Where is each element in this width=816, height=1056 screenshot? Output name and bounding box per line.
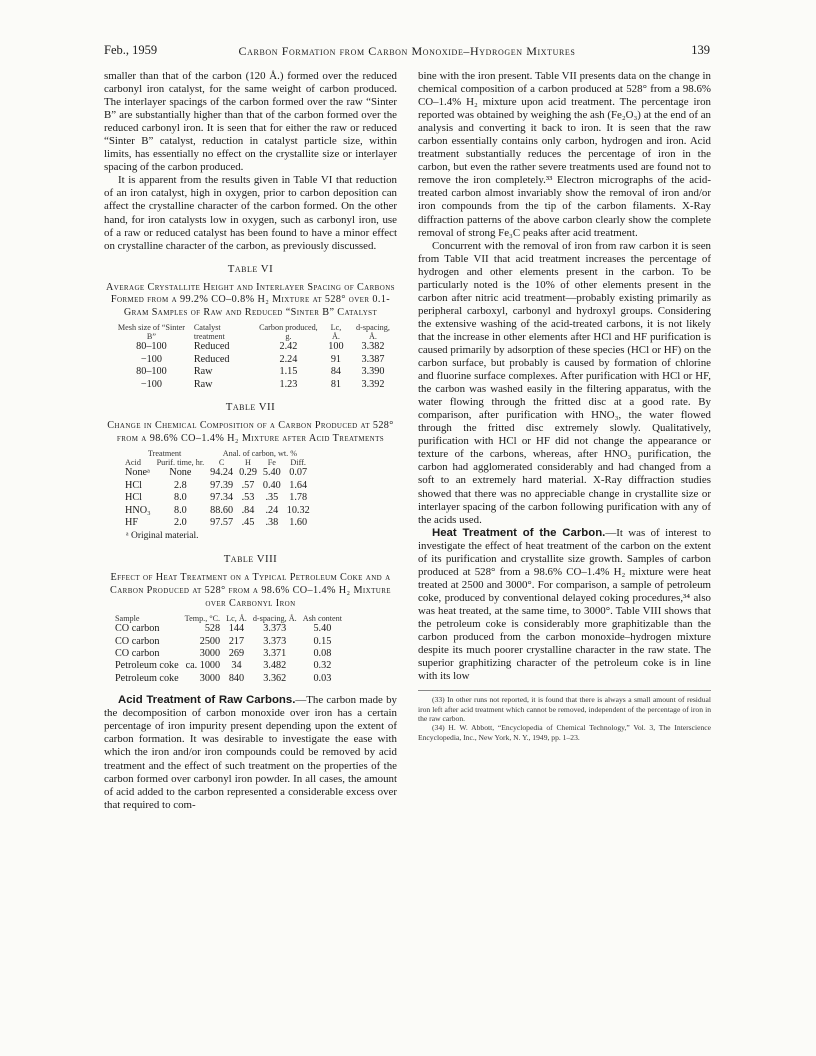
t7-cell: 1.60 (289, 516, 308, 528)
t8-header-1: Temp., °C. (184, 614, 221, 624)
right-paragraph-2: Concurrent with the removal of iron from raw carbon it is seen from Table VII that acid treatment increases the percentage of hydrogen and other elements present in the carbon. To be particularly noted is the 10% of other elements present in the carbon after nitric acid treatment—probably existing primarily as peripheral carboxyl, carbonyl and hydroxyl groups. Considering the extensive washing of the acid-treated carbons, it is not likely that the increase in other elements after HCl and HF purification is caused primarily by adsorption of these species (HCl or HF) on the carbon surface, but probably is caused by formation of chlorine and fluorine surface complexes. After purification with HCl or HF, the carbon was washed easily in the filtering apparatus, with the water flowing through the fritted disc at a good rate. By comparison, after purification with HNO₃, the water flowed through the fritted disc extremely slowly. Qualitatively, purification with HCl or HF did not change the appearance or texture of the carbons, whereas, after HNO₃ purification, the carbon had agglomerated considerably and had changed from a soft to an extremely hard material. X-Ray diffraction studies showed that there was no appreciable change in crystallite size or interlayer spacing of the carbon following purification with any of the acids used. (418, 239, 711, 526)
table-6-grid (112, 323, 397, 391)
table-7 (104, 401, 397, 543)
t8-cell: 217 (228, 635, 245, 647)
t6-cell: 80–100 (136, 366, 167, 378)
t8-cell: 5.40 (313, 623, 332, 635)
t6-header-1: Catalyst treatment (193, 323, 225, 342)
table-7-group-treatment: Treatment (147, 449, 182, 459)
t8-cell: 34 (231, 660, 242, 672)
t7-cell: 5.40 (262, 467, 281, 479)
t8-row (112, 648, 345, 660)
t8-cell: CO carbon (115, 623, 160, 635)
page-number: 139 (691, 43, 710, 57)
table-7-group-analysis: Anal. of carbon, wt. % (222, 449, 298, 459)
t7-cell: None (169, 467, 192, 479)
t8-cell: 0.08 (313, 648, 332, 660)
t8-cell: 0.03 (313, 672, 332, 684)
t6-cell: 2.42 (279, 341, 298, 353)
t8-header-0: Sample (115, 614, 140, 624)
acid-treatment-heading: Acid Treatment of Raw Carbons. (118, 694, 296, 707)
footnote-33: (33) In other runs not reported, it is found that there is always a small amount of residual iron left after acid treatment which cannot be removed, independent of the percentage of iron in the raw carbon. (418, 695, 711, 724)
t7-cell: 94.24 (210, 467, 234, 479)
t7-header-5: Diff. (290, 458, 306, 468)
t8-header-3: d-spacing, Å. (252, 614, 297, 624)
t8-cell: 3.371 (263, 648, 287, 660)
t7-header-3: H (245, 458, 251, 468)
t6-header-3: Lc, Å. (330, 323, 342, 342)
t8-cell: CO carbon (115, 635, 160, 647)
table-8-grid (112, 614, 345, 685)
t7-cell: 1.64 (289, 479, 308, 491)
t8-cell: 528 (204, 623, 221, 635)
t8-cell: 3000 (199, 648, 221, 660)
t6-cell: Raw (193, 366, 213, 378)
right-column (418, 70, 711, 742)
t6-row (112, 354, 397, 366)
t8-cell: 0.32 (313, 660, 332, 672)
t7-cell: 0.40 (262, 479, 281, 491)
t7-cell: .45 (241, 516, 255, 528)
acid-treatment-paragraph (104, 694, 397, 811)
t6-row (112, 379, 397, 391)
t7-cell: 10.32 (286, 504, 310, 516)
t8-cell: 840 (228, 672, 245, 684)
heat-treatment-heading: Heat Treatment of the Carbon. (432, 526, 606, 539)
left-column (104, 70, 397, 812)
t7-cell: 97.57 (210, 516, 234, 528)
t6-row (112, 366, 397, 378)
t8-cell: ca. 1000 (185, 660, 221, 672)
t7-cell: .57 (241, 479, 255, 491)
footnote-34: (34) H. W. Abbott, “Encyclopedia of Chemical Technology,” Vol. 3, The Interscience Encyclopedia, Inc., New York, N. Y., 1949, pp. 1–23. (418, 723, 711, 742)
left-paragraph-1: smaller than that of the carbon (120 Å.) formed over the reduced carbonyl iron catalyst, for the same weight of carbon produced. The interlayer spacings of the carbon formed over the raw “Sinter B” are substantially higher than that of the carbon formed over the reduced carbonyl iron. It is seen that for either the raw or reduced “Sinter B” catalyst, reduction in catalyst particle size, within limits, has essentially no effect on the crystallite size or interlayer spacing of the carbon produced. (104, 70, 397, 174)
table-6 (104, 263, 397, 391)
t6-cell: Reduced (193, 341, 230, 353)
t7-cell: 2.8 (174, 479, 187, 491)
t7-cell: .24 (265, 504, 279, 516)
t7-cell: HCl (125, 479, 142, 491)
t8-cell: 269 (228, 648, 245, 660)
t7-cell: HCl (125, 492, 142, 504)
t8-cell: 3.362 (263, 672, 287, 684)
t7-cell: .84 (241, 504, 255, 516)
t7-cell: 97.39 (210, 479, 234, 491)
left-paragraph-2: It is apparent from the results given in Table VI that reduction of an iron catalyst, high in oxygen, prior to carbon deposition can affect the crystalline character of the carbon formed. On the other hand, for iron catalysts low in oxygen, such as carbonyl iron, use of a raw or reduced catalyst has been found to have a minor effect on crystalline character of the carbon, as previously discussed. (104, 174, 397, 252)
t7-row (122, 492, 313, 504)
footnotes (418, 690, 711, 742)
t6-cell: 80–100 (136, 341, 167, 353)
heat-treatment-text: —It was of interest to investigate the effect of heat treatment of the carbon on the extent of its purification and crystallite size growth. Samples of carbon produced at 528° from a 98.6% CO–1.4% H₂ mixture were heat treated at 2500 and 3000°. For comparison, a sample of petroleum coke, produced by conventional delayed coking procedures,³⁴ also was heat treated, at the same time, to 3000°. Table VIII shows that the petroleum coke is considerably more graphitizable than the carbon produced from the carbon monoxide–hydrogen mixture despite its much poorer crystalline character in the raw state. The superior graphitizing character of the petroleum coke is in line with its low (418, 526, 711, 683)
t8-cell: 0.15 (313, 635, 332, 647)
t8-header-2: Lc, Å. (226, 614, 247, 624)
t6-header-2: Carbon produced, g. (259, 323, 318, 342)
t8-cell: Petroleum coke (115, 660, 179, 672)
right-paragraph-1: bine with the iron present. Table VII presents data on the change in chemical composition of a carbon produced at 528° from a 98.6% CO–1.4% H₂ mixture upon acid treatment. The percentage iron reported was obtained by weighing the ash (Fe₂O₃) at the end of an analysis and converting it back to iron. It is seen that the raw carbon essentially contains only carbon, hydrogen and iron. Acid treatment substantially reduces the percentage of iron in the carbon, but even the rather severe treatments used are found not to remove the iron completely.³³ Electron micrographs of the acid-treated carbon almost invariably show the removal of iron and/or iron compounds from the tip of the carbon filaments. X-Ray diffraction patterns of the above carbon clearly show the complete removal of strong Fe₃C peaks after acid treatment. (418, 70, 711, 239)
t7-header-0: Acid (125, 458, 141, 468)
t7-cell: 88.60 (210, 504, 234, 516)
t8-cell: 3.373 (263, 623, 287, 635)
table-6-caption: Average Crystallite Height and Interlayer Spacing of Carbons Formed from a 99.2% CO–0.8% H₂ Mixture at 528° over 0.1-Gram Samples of Raw and Reduced “Sinter B” Catalyst (106, 281, 395, 318)
running-title: Carbon Formation from Carbon Monoxide–Hydrogen Mixtures (238, 44, 576, 58)
table-7-footnote: ᵃ Original material. (126, 531, 199, 542)
t6-header-4: d-spacing, Å. (356, 323, 390, 342)
t6-cell: 2.24 (279, 353, 298, 365)
t6-cell: −100 (140, 353, 162, 365)
table-7-title: Table VII (225, 401, 276, 414)
t7-cell: HF (125, 516, 139, 528)
t6-cell: Raw (193, 378, 213, 390)
t7-cell: 8.0 (174, 492, 187, 504)
t7-header-1: Purif. time, hr. (156, 458, 205, 468)
t7-row (122, 505, 313, 517)
table-7-grid (122, 449, 313, 529)
table-8-title: Table VIII (223, 553, 278, 566)
t6-cell: 91 (330, 353, 342, 365)
t7-cell: 97.34 (210, 492, 234, 504)
table-8-caption: Effect of Heat Treatment on a Typical Petroleum Coke and a Carbon Produced at 528° from a 98.6% CO–1.4% H₂ Mixture over Carbonyl Iron (110, 572, 391, 609)
t8-header-4: Ash content (302, 614, 343, 624)
t7-cell: .35 (265, 492, 279, 504)
t7-cell: 0.07 (289, 467, 308, 479)
t6-cell: −100 (140, 378, 162, 390)
t7-cell: .53 (241, 492, 255, 504)
t8-cell: CO carbon (115, 648, 160, 660)
t6-cell: 3.392 (361, 378, 385, 390)
t8-row (112, 636, 345, 648)
t7-header-2: C (218, 458, 225, 468)
table-8 (104, 553, 397, 685)
issue-date: Feb., 1959 (104, 43, 158, 57)
t7-cell: HNO₃ (125, 504, 151, 516)
t6-cell: 100 (328, 341, 344, 353)
table-7-caption: Change in Chemical Composition of a Carbon Produced at 528° from a 98.6% CO–1.4% H₂ Mixture after Acid Treatments (107, 420, 394, 444)
t8-row (112, 660, 345, 672)
t6-cell: 81 (330, 378, 342, 390)
t7-cell: .38 (265, 516, 279, 528)
t6-cell: 3.390 (361, 366, 385, 378)
t8-cell: Petroleum coke (115, 672, 179, 684)
t7-cell: 1.78 (289, 492, 308, 504)
t6-cell: 84 (330, 366, 342, 378)
t7-row (122, 517, 313, 529)
t8-row (112, 623, 345, 635)
t7-cell: 0.29 (239, 467, 257, 479)
heat-treatment-paragraph (418, 527, 711, 684)
t8-cell: 3.482 (263, 660, 287, 672)
t7-cell: Noneᵃ (125, 467, 150, 479)
t7-cell: 2.0 (174, 516, 187, 528)
t6-header-0: Mesh size of “Sinter B” (117, 323, 185, 342)
t8-cell: 3.373 (263, 635, 287, 647)
t6-cell: 3.382 (361, 341, 385, 353)
t8-cell: 3000 (199, 672, 221, 684)
page-header (104, 43, 710, 61)
t8-cell: 2500 (199, 635, 221, 647)
table-6-title: Table VI (227, 262, 274, 275)
t7-header-4: Fe (267, 458, 276, 468)
t6-row (112, 341, 397, 353)
t8-cell: 144 (228, 623, 245, 635)
t7-row (122, 480, 313, 492)
t6-cell: 1.15 (279, 366, 298, 378)
t8-row (112, 673, 345, 685)
t7-cell: 8.0 (174, 504, 187, 516)
t6-cell: Reduced (193, 353, 230, 365)
t6-cell: 1.23 (279, 378, 298, 390)
t6-cell: 3.387 (361, 353, 385, 365)
acid-treatment-text: —The carbon made by the decomposition of carbon monoxide over iron has a certain percentage of iron impurity present depending upon the extent of carbon formation. It was desirable to investigate the ease with which the iron and/or iron compounds could be removed by acid treatment and the effect of such treatment on the properties of the carbon formed over carbonyl iron powder. In all cases, the amount of acid added to the carbon represented a considerable excess over that required to com- (104, 694, 397, 811)
t7-row (122, 467, 313, 479)
